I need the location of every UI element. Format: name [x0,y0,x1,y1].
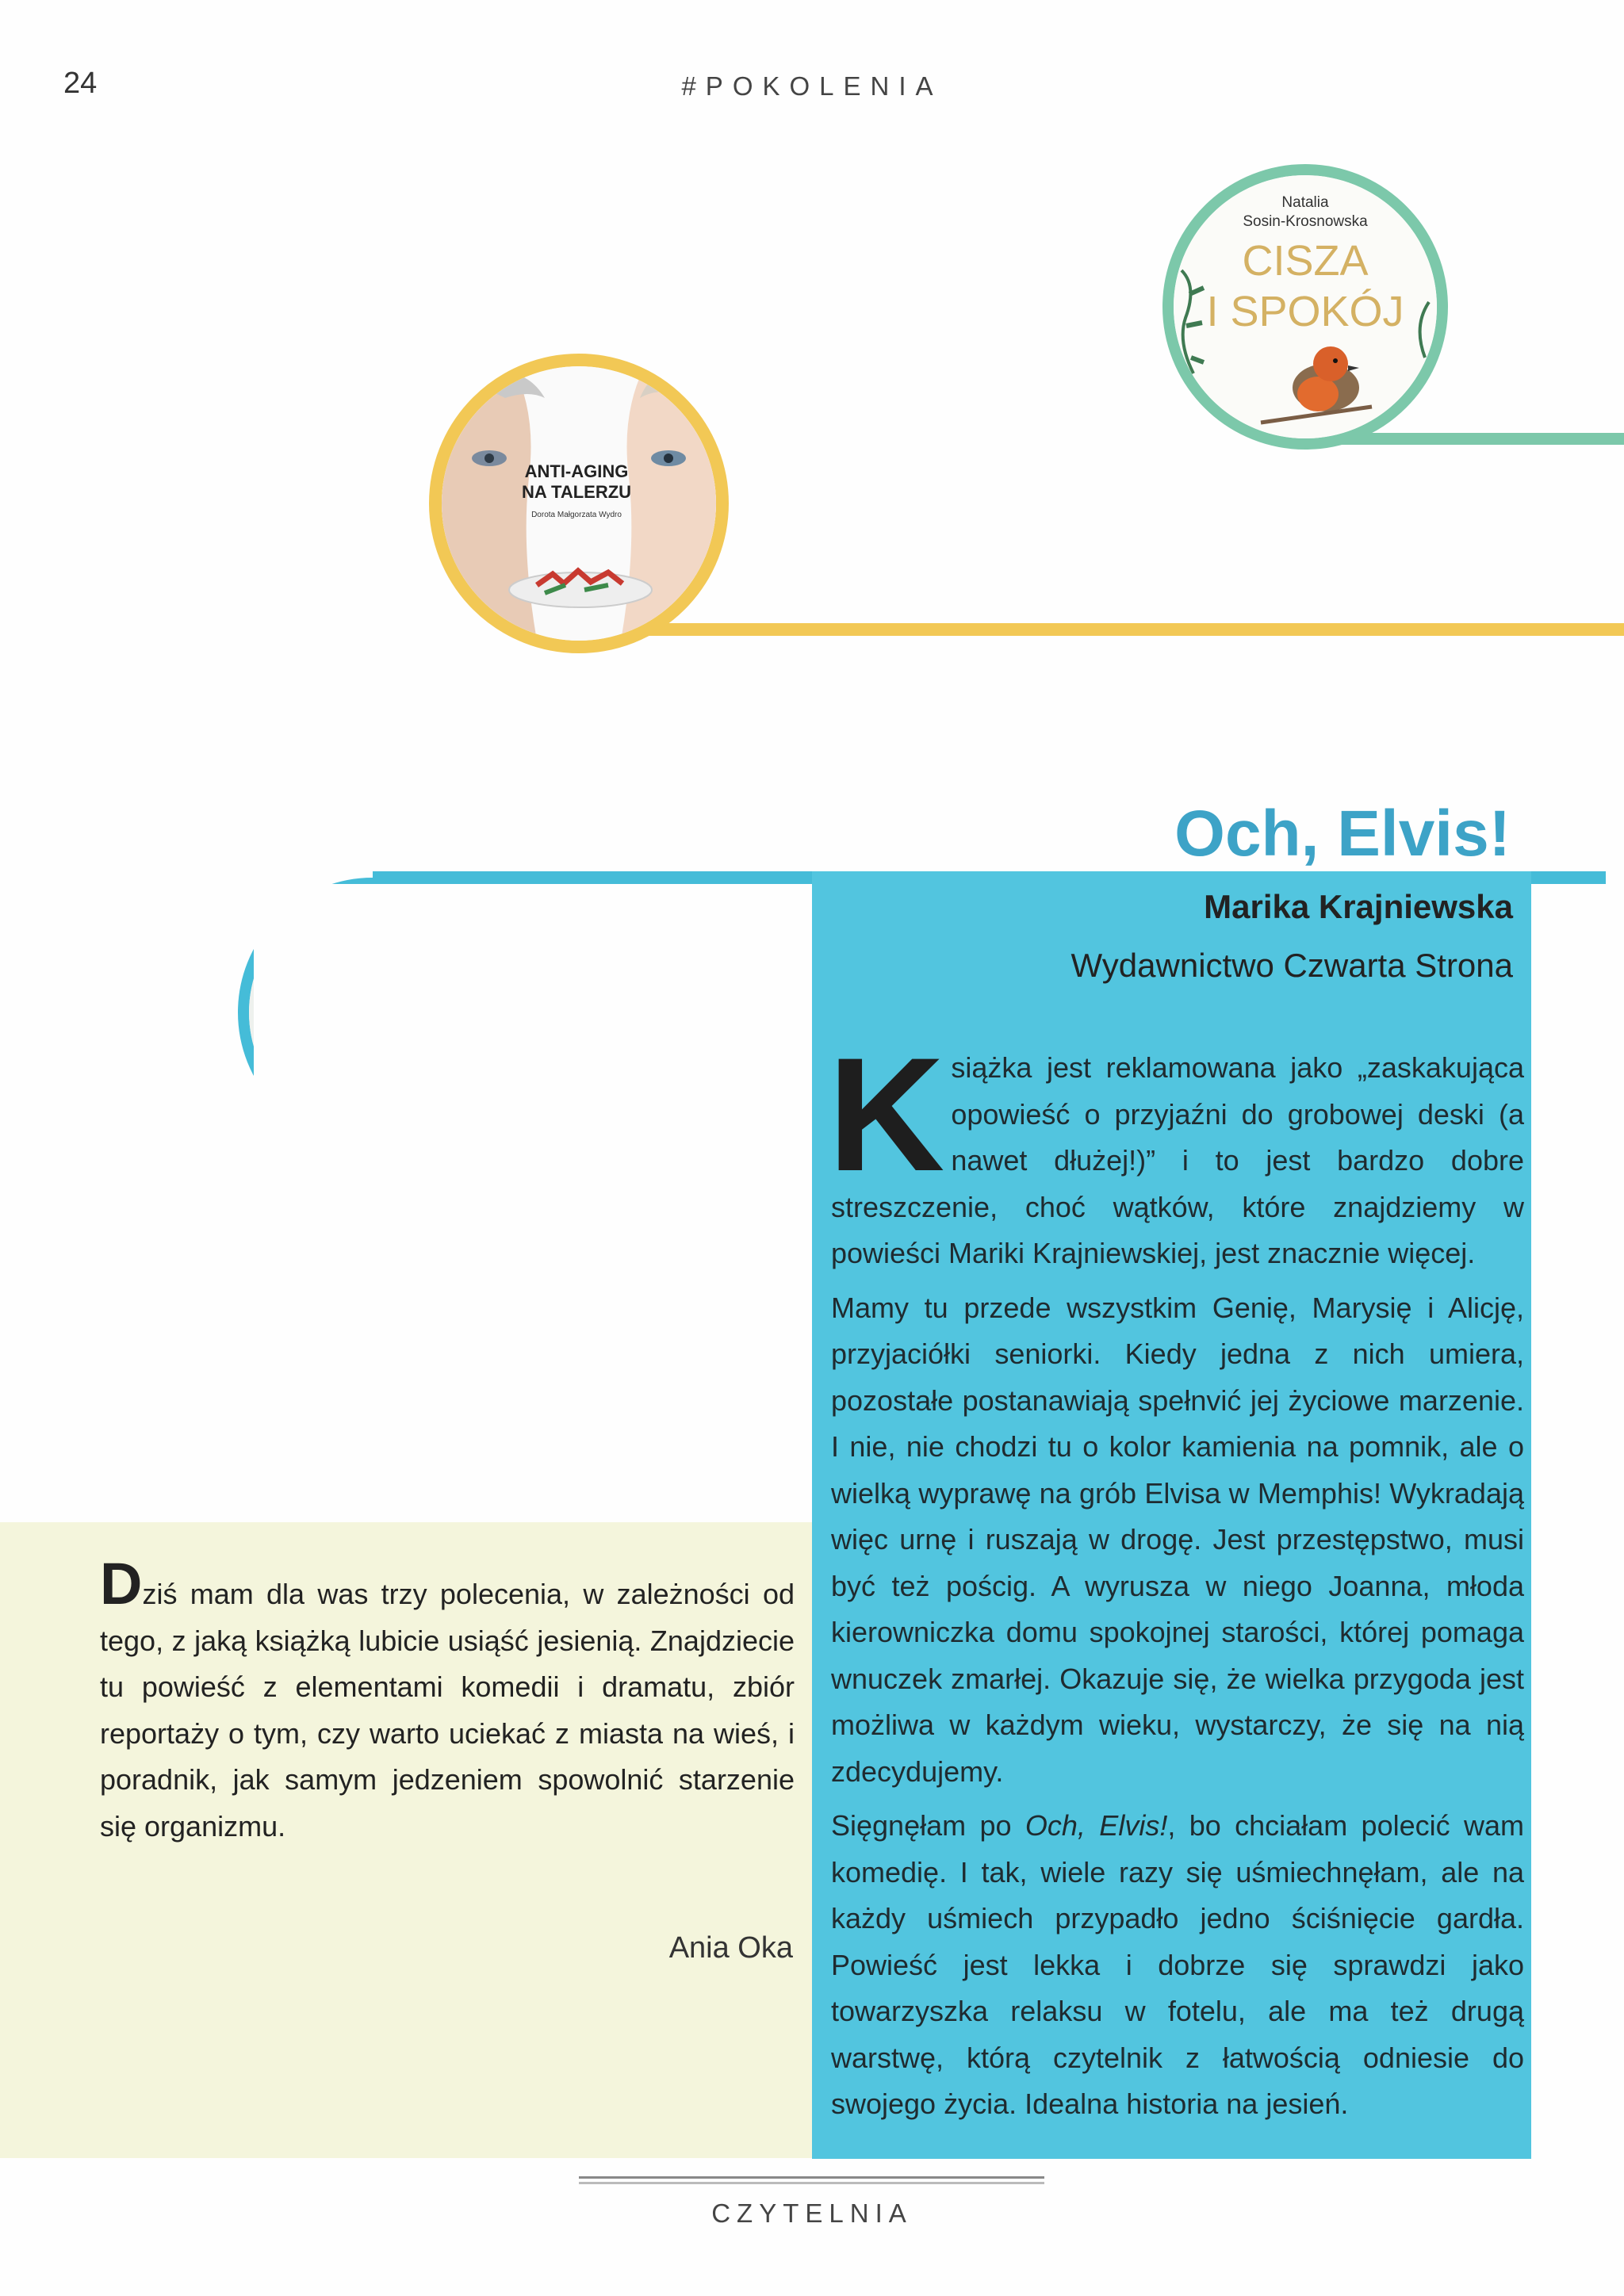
anti-aging-cover-art [442,366,716,641]
footer-rule [579,2176,1044,2179]
review-paragraph-1-text: siążka jest reklamowana jako „zaskakująca opowieść o przyjaźni do grobowej deski (a nawet dłużej!)” i to jest bardzo dobre streszczenie, choć wątków, które znajdziemy w powieści Mariki Krajniewskiej, jest znacznie więcej. [831,1051,1524,1269]
footer-section-label: CZYTELNIA [711,2198,913,2228]
cisza-cover-author-first: Natalia [1281,194,1329,211]
white-spacer-block [254,884,812,1522]
review-title: Och, Elvis! [1174,798,1511,870]
intro-signature: Ania Oka [668,1931,793,1965]
cisza-cover-art [1174,175,1437,438]
yellow-divider-line [603,623,1624,636]
intro-text-body: ziś mam dla was trzy polecenia, w zależności od tego, z jaką książką lubicie usiąść jesienią. Znajdziecie tu powieść z elementami komedii i dramatu, zbiór reportaży o tym, czy warto uciekać z miasta na wieś, i poradnik, jak samym jedzeniem spowolnić starzenie się organizmu. [100,1578,795,1843]
footer-rule [579,2182,1044,2184]
drop-cap-d: D [100,1551,143,1617]
cisza-cover-author-last: Sosin-Krosnowska [1243,213,1368,230]
review-body [828,1024,1524,2136]
review-paragraph-1 [828,1024,1524,1277]
drop-cap-k: K [828,1024,945,1205]
book-cover-cisza-i-spokoj [1162,164,1448,450]
anti-aging-cover-title-line2: NA TALERZU [521,482,632,502]
cisza-cover-title-line2: I SPOKÓJ [1206,288,1404,335]
running-head: #POKOLENIA [681,71,943,101]
review-paragraph-2: Mamy tu przede wszystkim Genię, Marysię i Alicję, przyjaciółki seniorki. Kiedy jedna z nich umiera, pozostałe postanawiają spełnvić jej życiowe marzenie. I nie, nie chodzi tu o kolor kamienia na pomnik, ale o wielką wyprawę na grób Elvisa w Memphis! Wykradają więc urnę i ruszają w drogę. Jest przestępstwo, musi być też pościg. A wyrusza w niego Joanna, młoda kierowniczka domu spokojnej starości, której pomaga wnuczek zmarłej. Okazuje się, że wielka przygoda jest możliwa w każdym wieku, wystarczy, że się na nią zdecydujemy. [831,1291,1524,1788]
page-number: 24 [63,67,98,100]
anti-aging-cover-title-line1: ANTI-AGING [524,461,629,481]
review-paragraph-3 [831,1803,1524,2128]
book-cover-anti-aging [429,354,729,653]
cisza-cover-title-line1: CISZA [1242,237,1369,285]
review-publisher: Wydawnictwo Czwarta Strona [1071,947,1513,984]
intro-text [100,1551,795,1850]
anti-aging-cover-author: Dorota Małgorzata Wydro [531,511,622,519]
review-paragraph-3-start: Sięgnęłam po [831,1809,1025,1842]
review-author: Marika Krajniewska [1204,888,1513,925]
review-paragraph-3-end: , bo chciałam polecić wam komedię. I tak, wiele razy się uśmiechnęłam, ale na każdy uśmiech przypadło jedno ściśnięcie gardła. Powieść jest lekka i dobrze się sprawdzi jako towarzyszka relaksu w fotelu, ale ma też drugą warstwę, którą czytelnik z łatwością odniesie do swojego życia. Idealna historia na jesień. [831,1809,1524,2120]
review-book-title-italic: Och, Elvis! [1025,1809,1168,1842]
